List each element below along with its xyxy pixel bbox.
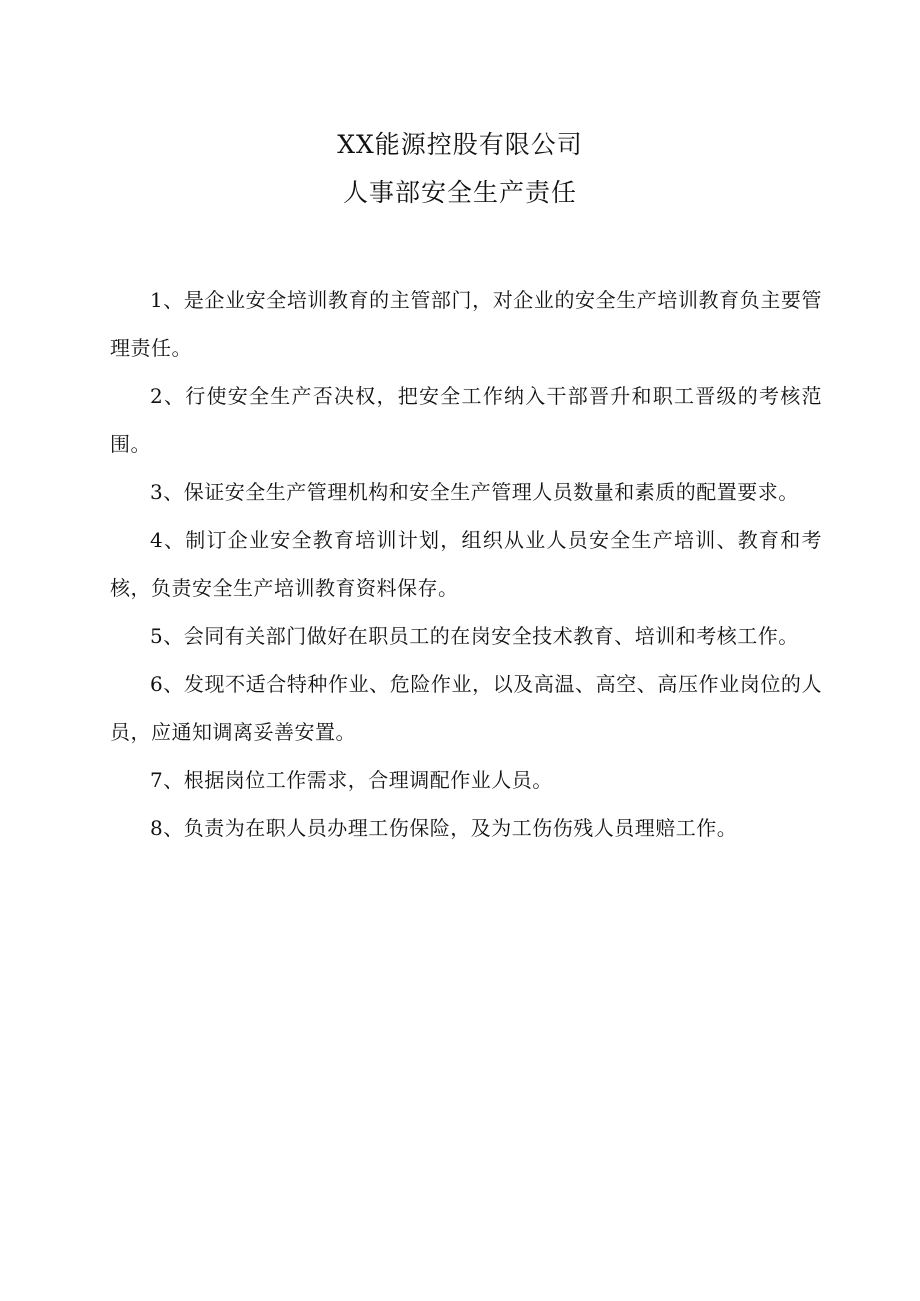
responsibility-item-8: 8、负责为在职人员办理工伤保险，及为工伤伤残人员理赔工作。: [150, 816, 738, 840]
responsibility-item-1: 1、是企业安全培训教育的主管部门，对企业的安全生产培训教育负主要管理责任。: [110, 288, 822, 360]
company-title: XX能源控股有限公司: [337, 130, 583, 159]
responsibility-item-4: 4、制订企业安全教育培训计划，组织从业人员安全生产培训、教育和考核，负责安全生产培训教育资料保存。: [110, 528, 822, 600]
responsibility-item-3: 3、保证安全生产管理机构和安全生产管理人员数量和素质的配置要求。: [150, 480, 799, 504]
responsibility-item-2: 2、行使安全生产否决权，把安全工作纳入干部晋升和职工晋级的考核范围。: [110, 384, 822, 456]
responsibility-item-6: 6、发现不适合特种作业、危险作业，以及高温、高空、高压作业岗位的人员，应通知调离妥善安置。: [110, 672, 822, 744]
document-title: 人事部安全生产责任: [342, 178, 577, 207]
responsibility-item-5: 5、会同有关部门做好在职员工的在岗安全技术教育、培训和考核工作。: [150, 624, 799, 648]
responsibility-item-7: 7、根据岗位工作需求，合理调配作业人员。: [150, 768, 553, 792]
responsibility-list: [110, 276, 822, 852]
